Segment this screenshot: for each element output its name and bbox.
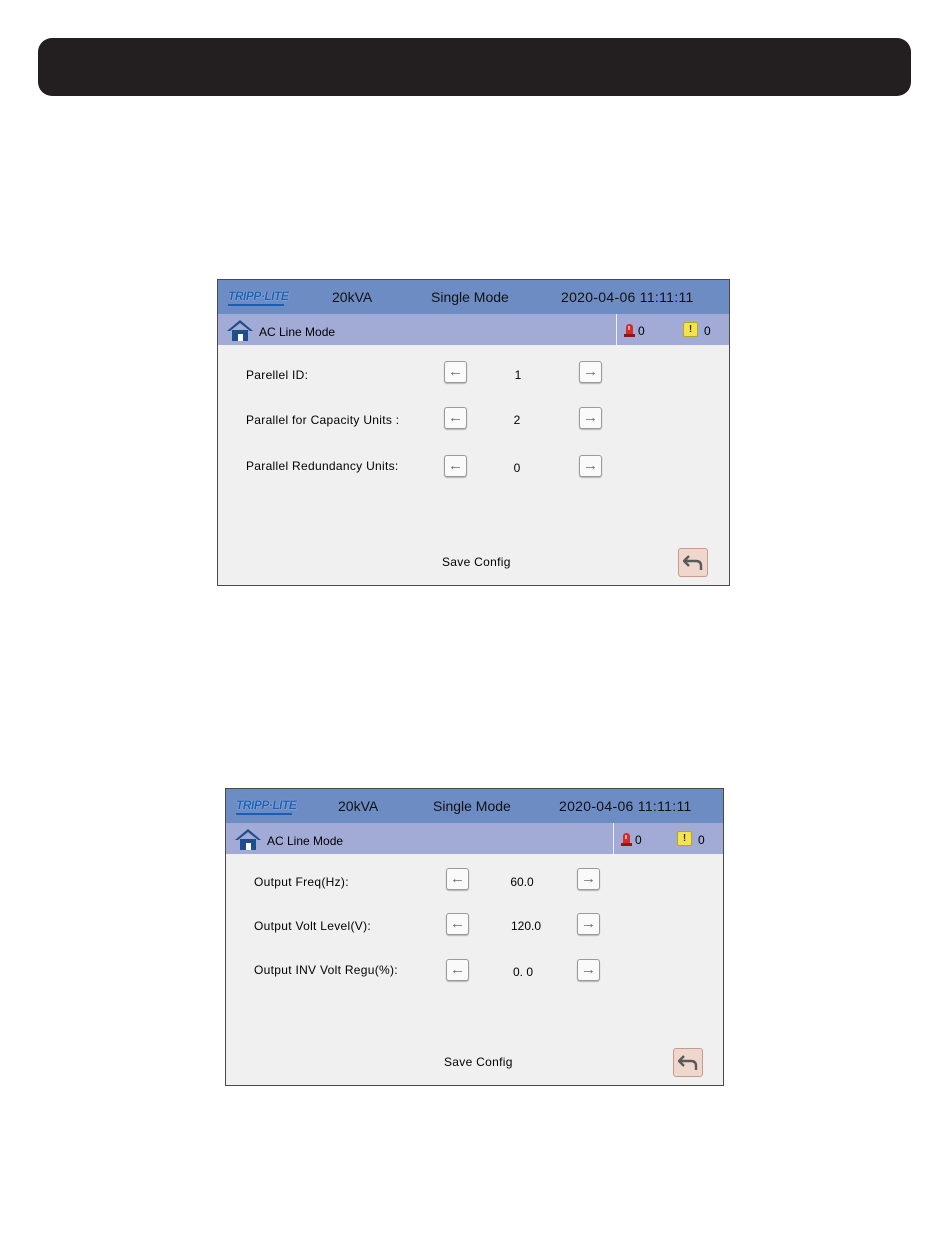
alarm-count: 0	[635, 833, 642, 847]
left-arrow-icon[interactable]: ←	[444, 407, 467, 429]
operating-mode: Single Mode	[433, 798, 511, 814]
capacity-label: 20kVA	[332, 289, 373, 305]
right-arrow-icon[interactable]: →	[579, 407, 602, 429]
top-banner	[38, 38, 911, 96]
date-time: 2020-04-06 11:11:11	[561, 289, 694, 305]
left-arrow-icon[interactable]: ←	[444, 455, 467, 477]
output-freq-value: 60.0	[510, 875, 534, 889]
capacity-units-value: 2	[513, 413, 521, 427]
status-header	[218, 280, 729, 314]
output-volt-regu-label: Output INV Volt Regu(%):	[254, 963, 398, 977]
save-config-button[interactable]: Save Config	[442, 555, 511, 569]
home-icon[interactable]	[226, 318, 254, 342]
warning-count: 0	[698, 833, 705, 847]
ups-screen-parallel-settings	[217, 279, 730, 586]
date-time: 2020-04-06 11:11:11	[559, 798, 692, 814]
capacity-units-label: Parallel for Capacity Units :	[246, 413, 400, 427]
right-arrow-icon[interactable]: →	[579, 361, 602, 383]
warning-count: 0	[704, 324, 711, 338]
output-volt-level-value: 120.0	[510, 919, 542, 933]
alarm-icon[interactable]	[624, 323, 635, 337]
mode-bar	[218, 314, 729, 345]
back-button[interactable]	[673, 1048, 703, 1077]
back-arrow-icon	[683, 553, 703, 572]
save-config-button[interactable]: Save Config	[444, 1055, 513, 1069]
line-mode-label: AC Line Mode	[267, 834, 344, 848]
right-arrow-icon[interactable]: →	[577, 913, 600, 935]
capacity-label: 20kVA	[338, 798, 379, 814]
mode-bar	[226, 823, 723, 854]
output-volt-regu-value: 0. 0	[512, 965, 533, 979]
parallel-id-label: Parellel ID:	[246, 368, 309, 382]
warning-icon[interactable]: !	[683, 322, 698, 337]
operating-mode: Single Mode	[431, 289, 509, 305]
output-freq-label: Output Freq(Hz):	[254, 875, 349, 889]
right-arrow-icon[interactable]: →	[579, 455, 602, 477]
status-header	[226, 789, 723, 823]
redundancy-units-value: 0	[513, 461, 521, 475]
tripp-lite-logo: TRIPP·LITE	[228, 288, 284, 306]
left-arrow-icon[interactable]: ←	[446, 868, 469, 890]
parallel-id-value: 1	[514, 368, 522, 382]
right-arrow-icon[interactable]: →	[577, 959, 600, 981]
redundancy-units-label: Parallel Redundancy Units:	[246, 459, 399, 473]
tripp-lite-logo: TRIPP·LITE	[236, 797, 292, 815]
right-arrow-icon[interactable]: →	[577, 868, 600, 890]
home-icon[interactable]	[234, 827, 262, 851]
left-arrow-icon[interactable]: ←	[446, 959, 469, 981]
left-arrow-icon[interactable]: ←	[446, 913, 469, 935]
alarm-icon[interactable]	[621, 832, 632, 846]
line-mode-label: AC Line Mode	[259, 325, 336, 339]
divider	[616, 314, 617, 345]
output-volt-level-label: Output Volt Level(V):	[254, 919, 372, 933]
warning-icon[interactable]: !	[677, 831, 692, 846]
alarm-count: 0	[638, 324, 645, 338]
left-arrow-icon[interactable]: ←	[444, 361, 467, 383]
divider	[613, 823, 614, 854]
back-arrow-icon	[678, 1053, 698, 1072]
ups-screen-output-settings	[225, 788, 724, 1086]
back-button[interactable]	[678, 548, 708, 577]
